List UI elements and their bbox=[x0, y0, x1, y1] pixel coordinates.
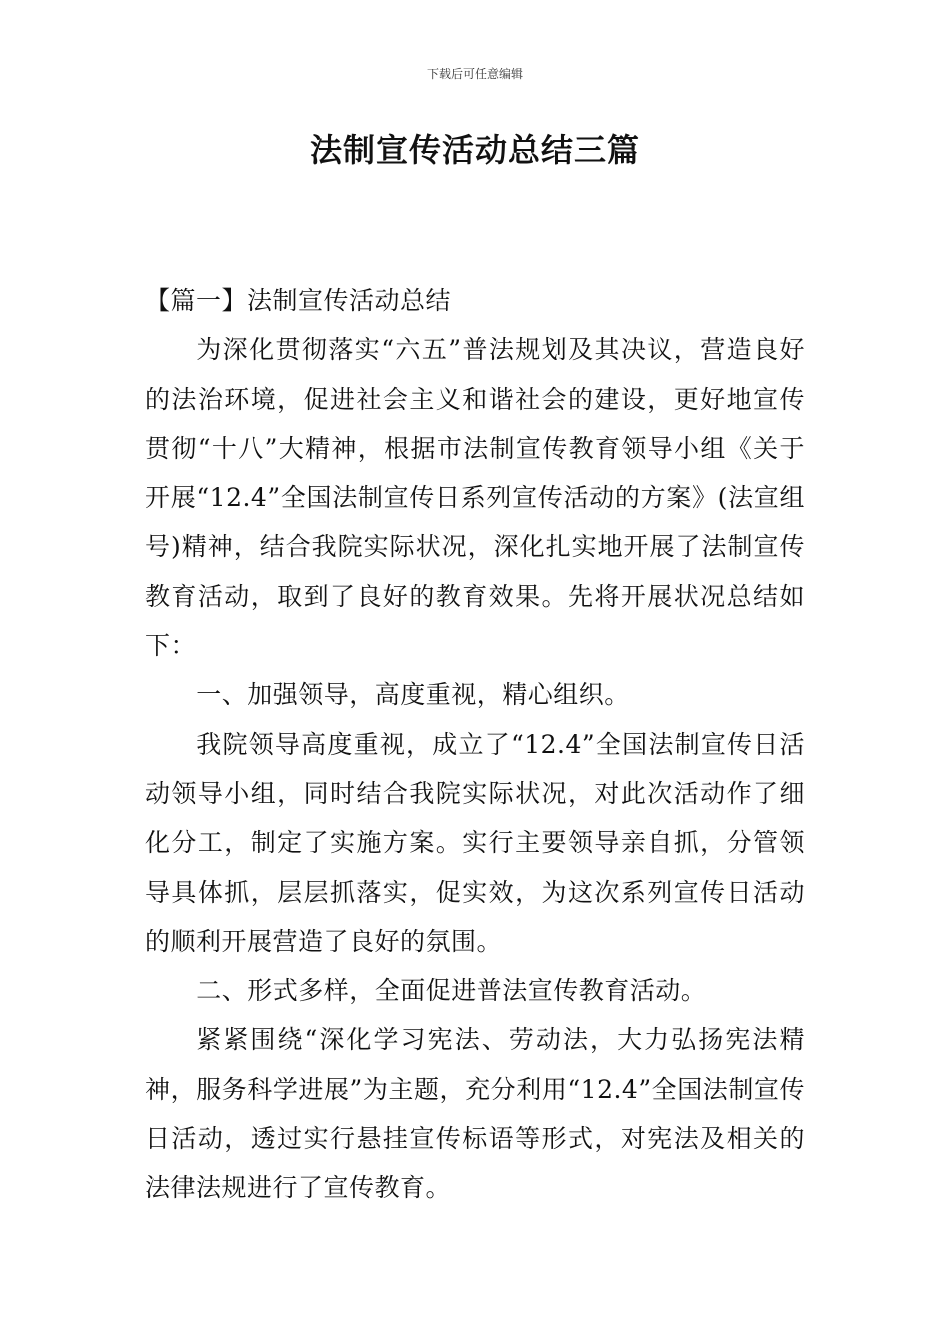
paragraph-forms: 紧紧围绕“深化学习宪法、劳动法，大力弘扬宪法精神，服务科学进展”为主题，充分利用“12.4”全国法制宣传日活动，透过实行悬挂宣传标语等形式，对宪法及相关的法律法规进行了宣传教育。 bbox=[145, 1025, 805, 1203]
paragraph-intro: 为深化贯彻落实“六五”普法规划及其决议，营造良好的法治环境，促进社会主义和谐社会的建设，更好地宣传贯彻“十八”大精神，根据市法制宣传教育领导小组《关于开展“12.4”全国法制宣传日系列宣传活动的方案》(法宣组号)精神，结合我院实际状况，深化扎实地开展了法制宣传教育活动，取到了良好的教育效果。先将开展状况总结如下： bbox=[145, 335, 805, 661]
paragraph-leadership: 我院领导高度重视，成立了“12.4”全国法制宣传日活动领导小组，同时结合我院实际状况，对此次活动作了细化分工，制定了实施方案。实行主要领导亲自抓，分管领导具体抓，层层抓落实，促实效，为这次系列宣传日活动的顺利开展营造了良好的氛围。 bbox=[145, 729, 805, 956]
subheading-leadership: 一、加强领导，高度重视，精心组织。 bbox=[196, 680, 630, 710]
header-note: 下载后可任意编辑 bbox=[426, 67, 523, 81]
section-heading: 【篇一】法制宣传活动总结 bbox=[145, 286, 452, 315]
document-body bbox=[145, 276, 805, 1213]
document-title: 法制宣传活动总结三篇 bbox=[309, 131, 640, 169]
subheading-forms: 二、形式多样，全面促进普法宣传教育活动。 bbox=[196, 976, 707, 1006]
